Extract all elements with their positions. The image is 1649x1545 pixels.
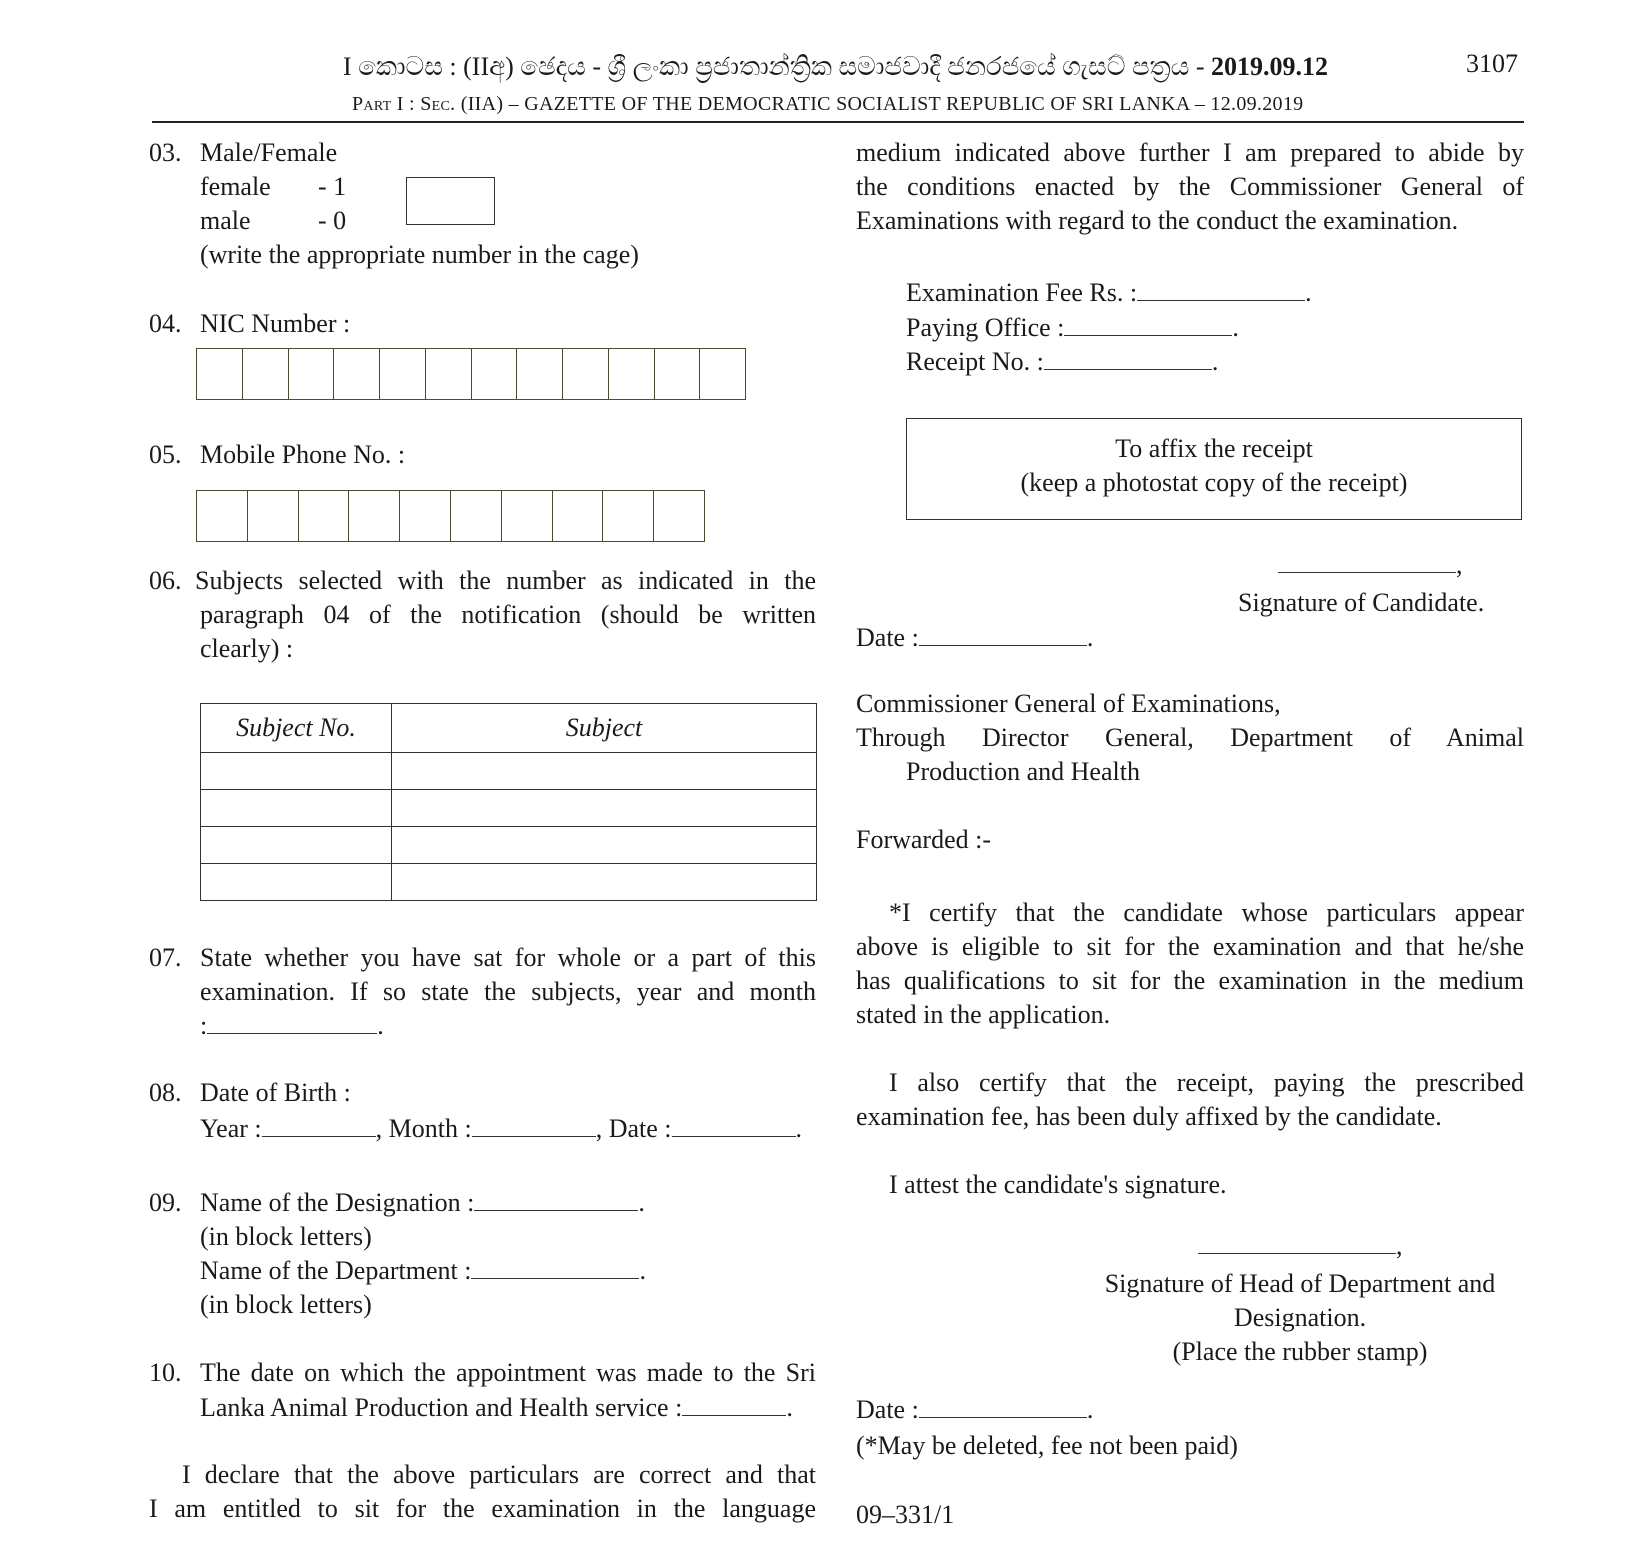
q10-period: . <box>786 1393 793 1422</box>
head-signature-block <box>1060 1267 1540 1369</box>
declaration-line1: I declare that the above particulars are correct and that <box>182 1460 816 1489</box>
q08-label: Date of Birth : <box>200 1078 351 1107</box>
certify-line4: stated in the application. <box>856 1000 1111 1029</box>
dob-period: . <box>795 1114 803 1143</box>
reference-code: 09–331/1 <box>856 1500 955 1529</box>
fee-blank[interactable] <box>1137 280 1305 301</box>
designation-blank[interactable] <box>474 1190 638 1211</box>
mobile-cell[interactable] <box>501 491 552 541</box>
mobile-cell[interactable] <box>602 491 653 541</box>
q05-label: Mobile Phone No. : <box>200 440 406 469</box>
header-part: Part <box>352 93 392 115</box>
subject-cell[interactable] <box>392 790 817 827</box>
q03-note: (write the appropriate number in the cage) <box>200 240 639 269</box>
q09-num: 09. <box>149 1188 182 1217</box>
head-date-label: Date : <box>856 1395 919 1424</box>
designation-period: . <box>638 1188 645 1217</box>
table-row <box>201 790 817 827</box>
subject-cell[interactable] <box>392 753 817 790</box>
subjects-table-header <box>201 704 817 753</box>
receipt-blank[interactable] <box>1044 349 1212 370</box>
q09-designation-row <box>200 1186 645 1220</box>
candidate-signature-line <box>1278 548 1463 582</box>
certify-line2: above is eligible to sit for the examination and that he/she <box>856 932 1524 961</box>
head-date-row <box>856 1393 1093 1427</box>
subject-no-cell[interactable] <box>201 753 392 790</box>
subject-no-cell[interactable] <box>201 790 392 827</box>
head-date-blank[interactable] <box>919 1397 1087 1418</box>
mobile-cell[interactable] <box>247 491 298 541</box>
receipt-box-line1: To affix the receipt <box>1115 434 1313 463</box>
dob-date-blank[interactable] <box>672 1116 796 1137</box>
nic-cell[interactable] <box>425 349 471 399</box>
q03-label: Male/Female <box>200 138 338 167</box>
q10-line2 <box>200 1391 793 1425</box>
q07-period: . <box>377 1011 384 1040</box>
q05-num: 05. <box>149 440 182 469</box>
q09-block-note-2: (in block letters) <box>200 1290 372 1319</box>
right-cont-line3: Examinations with regard to the conduct the examination. <box>856 206 1459 235</box>
q10-line2-text: Lanka Animal Production and Health service : <box>200 1393 683 1422</box>
q06-num: 06. <box>149 566 182 595</box>
header-rule <box>152 121 1524 123</box>
right-cont-line1: medium indicated above further I am prepared to abide by <box>856 138 1524 167</box>
dob-month-label: , Month : <box>375 1114 472 1143</box>
commissioner-line: Commissioner General of Examinations, <box>856 689 1281 718</box>
q03-male-value: - 0 <box>318 206 347 235</box>
receipt-label: Receipt No. : <box>906 347 1044 376</box>
certify-line1: *I certify that the candidate whose particulars appear <box>889 898 1524 927</box>
nic-cell[interactable] <box>288 349 334 399</box>
header-part-num: I : <box>396 93 415 115</box>
head-signature-comma: , <box>1396 1231 1403 1260</box>
header-sec: Sec. <box>420 93 456 115</box>
candidate-date-period: . <box>1086 623 1094 652</box>
subject-no-cell[interactable] <box>201 864 392 901</box>
q07-num: 07. <box>149 943 182 972</box>
header-rest: (IIA) – GAZETTE OF THE DEMOCRATIC SOCIALIST REPUBLIC OF SRI LANKA – 12.09.2019 <box>460 93 1304 115</box>
q03-male-label: male <box>200 206 251 235</box>
nic-cell[interactable] <box>379 349 425 399</box>
nic-cell[interactable] <box>562 349 608 399</box>
q03-num: 03. <box>149 138 182 167</box>
through-line2: Production and Health <box>906 757 1140 786</box>
table-row <box>201 827 817 864</box>
head-signature-line <box>1198 1229 1403 1263</box>
mobile-cell[interactable] <box>653 491 704 541</box>
nic-cell[interactable] <box>516 349 562 399</box>
deleted-note: (*May be deleted, fee not been paid) <box>856 1431 1238 1460</box>
q06-line1: Subjects selected with the number as indicated in the <box>195 566 816 595</box>
appointment-date-blank[interactable] <box>682 1395 786 1416</box>
subject-no-header: Subject No. <box>201 704 392 753</box>
nic-cell[interactable] <box>654 349 700 399</box>
q08-dob-row <box>200 1112 802 1146</box>
q09-block-note-1: (in block letters) <box>200 1222 372 1251</box>
through-line1: Through Director General, Department of Animal <box>856 723 1524 752</box>
q04-num: 04. <box>149 309 182 338</box>
mobile-cell[interactable] <box>197 491 247 541</box>
nic-cell[interactable] <box>608 349 654 399</box>
q07-answer-blank[interactable] <box>207 1013 377 1034</box>
dob-year-blank[interactable] <box>262 1116 376 1137</box>
q03-female-value: - 1 <box>318 172 347 201</box>
certify-line3: has qualifications to sit for the examination in the medium <box>856 966 1524 995</box>
page-number: 3107 <box>1466 49 1518 78</box>
gender-cage[interactable] <box>406 177 495 225</box>
nic-cell[interactable] <box>197 349 242 399</box>
q09-department-row <box>200 1254 646 1288</box>
receipt-box-line2: (keep a photostat copy of the receipt) <box>1020 468 1408 497</box>
candidate-date-blank[interactable] <box>919 625 1087 646</box>
q06-line2: paragraph 04 of the notification (should be written <box>200 600 816 629</box>
candidate-date-row <box>856 621 1093 655</box>
candidate-signature-blank[interactable] <box>1278 552 1456 573</box>
candidate-signature-label: Signature of Candidate. <box>1238 588 1485 617</box>
q07-line2: examination. If so state the subjects, year and month <box>200 977 816 1006</box>
receipt-row <box>906 345 1218 379</box>
nic-cell[interactable] <box>242 349 288 399</box>
dob-date-label: , Date : <box>595 1114 672 1143</box>
header-sinhala-date: 2019.09.12 <box>1211 52 1329 81</box>
also-certify-line2: examination fee, has been duly affixed by the candidate. <box>856 1102 1442 1131</box>
subject-no-cell[interactable] <box>201 827 392 864</box>
mobile-cell[interactable] <box>552 491 603 541</box>
receipt-period: . <box>1211 347 1219 376</box>
receipt-affix-box[interactable] <box>906 418 1522 520</box>
header-sinhala-text: I කොටස : (IIඅ) ඡෙදය - ශ්‍රී ලංකා ප්‍රජාතාන්ත්‍රික සමාජවාදී ජනරජයේ ගැසට් පත්‍රය - <box>343 52 1205 81</box>
nic-cell[interactable] <box>699 349 745 399</box>
q04-label: NIC Number : <box>200 309 351 338</box>
q03-female-label: female <box>200 172 271 201</box>
candidate-signature-comma: , <box>1456 550 1463 579</box>
fee-row <box>906 276 1312 310</box>
table-row <box>201 753 817 790</box>
forwarded-label: Forwarded :- <box>856 825 992 854</box>
mobile-cell[interactable] <box>399 491 450 541</box>
office-period: . <box>1232 313 1239 342</box>
fee-label: Examination Fee Rs. : <box>906 278 1138 307</box>
declaration-line2: I am entitled to sit for the examination in the language <box>149 1494 816 1523</box>
attest-line: I attest the candidate's signature. <box>889 1170 1227 1199</box>
header-english-title <box>352 87 1303 121</box>
head-date-period: . <box>1086 1395 1094 1424</box>
dob-month-blank[interactable] <box>472 1116 596 1137</box>
q10-line1: The date on which the appointment was made to the Sri <box>200 1358 816 1387</box>
office-row <box>906 311 1239 345</box>
table-row <box>201 864 817 901</box>
q07-line1: State whether you have sat for whole or a part of this <box>200 943 816 972</box>
candidate-date-label: Date : <box>856 623 919 652</box>
head-signature-line3: (Place the rubber stamp) <box>1172 1337 1428 1366</box>
subject-cell[interactable] <box>392 827 817 864</box>
q07-line3 <box>200 1009 384 1043</box>
q06-line3: clearly) : <box>200 634 294 663</box>
department-blank[interactable] <box>471 1258 639 1279</box>
department-label: Name of the Department : <box>200 1256 472 1285</box>
mobile-cell[interactable] <box>450 491 501 541</box>
fee-period: . <box>1305 278 1312 307</box>
header-sinhala-title <box>343 50 1328 84</box>
q10-num: 10. <box>149 1358 182 1387</box>
mobile-cell[interactable] <box>298 491 349 541</box>
head-signature-blank[interactable] <box>1198 1233 1396 1254</box>
head-signature-line2: Designation. <box>1233 1303 1367 1332</box>
office-blank[interactable] <box>1064 315 1232 336</box>
also-certify-line1: I also certify that the receipt, paying the prescribed <box>889 1068 1524 1097</box>
right-cont-line2: the conditions enacted by the Commissioner General of <box>856 172 1524 201</box>
mobile-number-cells[interactable] <box>196 490 705 542</box>
subject-cell[interactable] <box>392 864 817 901</box>
nic-number-cells[interactable] <box>196 348 746 400</box>
nic-cell[interactable] <box>333 349 379 399</box>
office-label: Paying Office : <box>906 313 1065 342</box>
designation-label: Name of the Designation : <box>200 1188 475 1217</box>
q07-colon: : <box>200 1011 208 1040</box>
subjects-table <box>200 703 817 901</box>
department-period: . <box>639 1256 646 1285</box>
mobile-cell[interactable] <box>348 491 399 541</box>
head-signature-line1: Signature of Head of Department and <box>1104 1269 1496 1298</box>
subject-header: Subject <box>392 704 817 753</box>
q08-num: 08. <box>149 1078 182 1107</box>
dob-year-label: Year : <box>200 1114 262 1143</box>
nic-cell[interactable] <box>471 349 517 399</box>
